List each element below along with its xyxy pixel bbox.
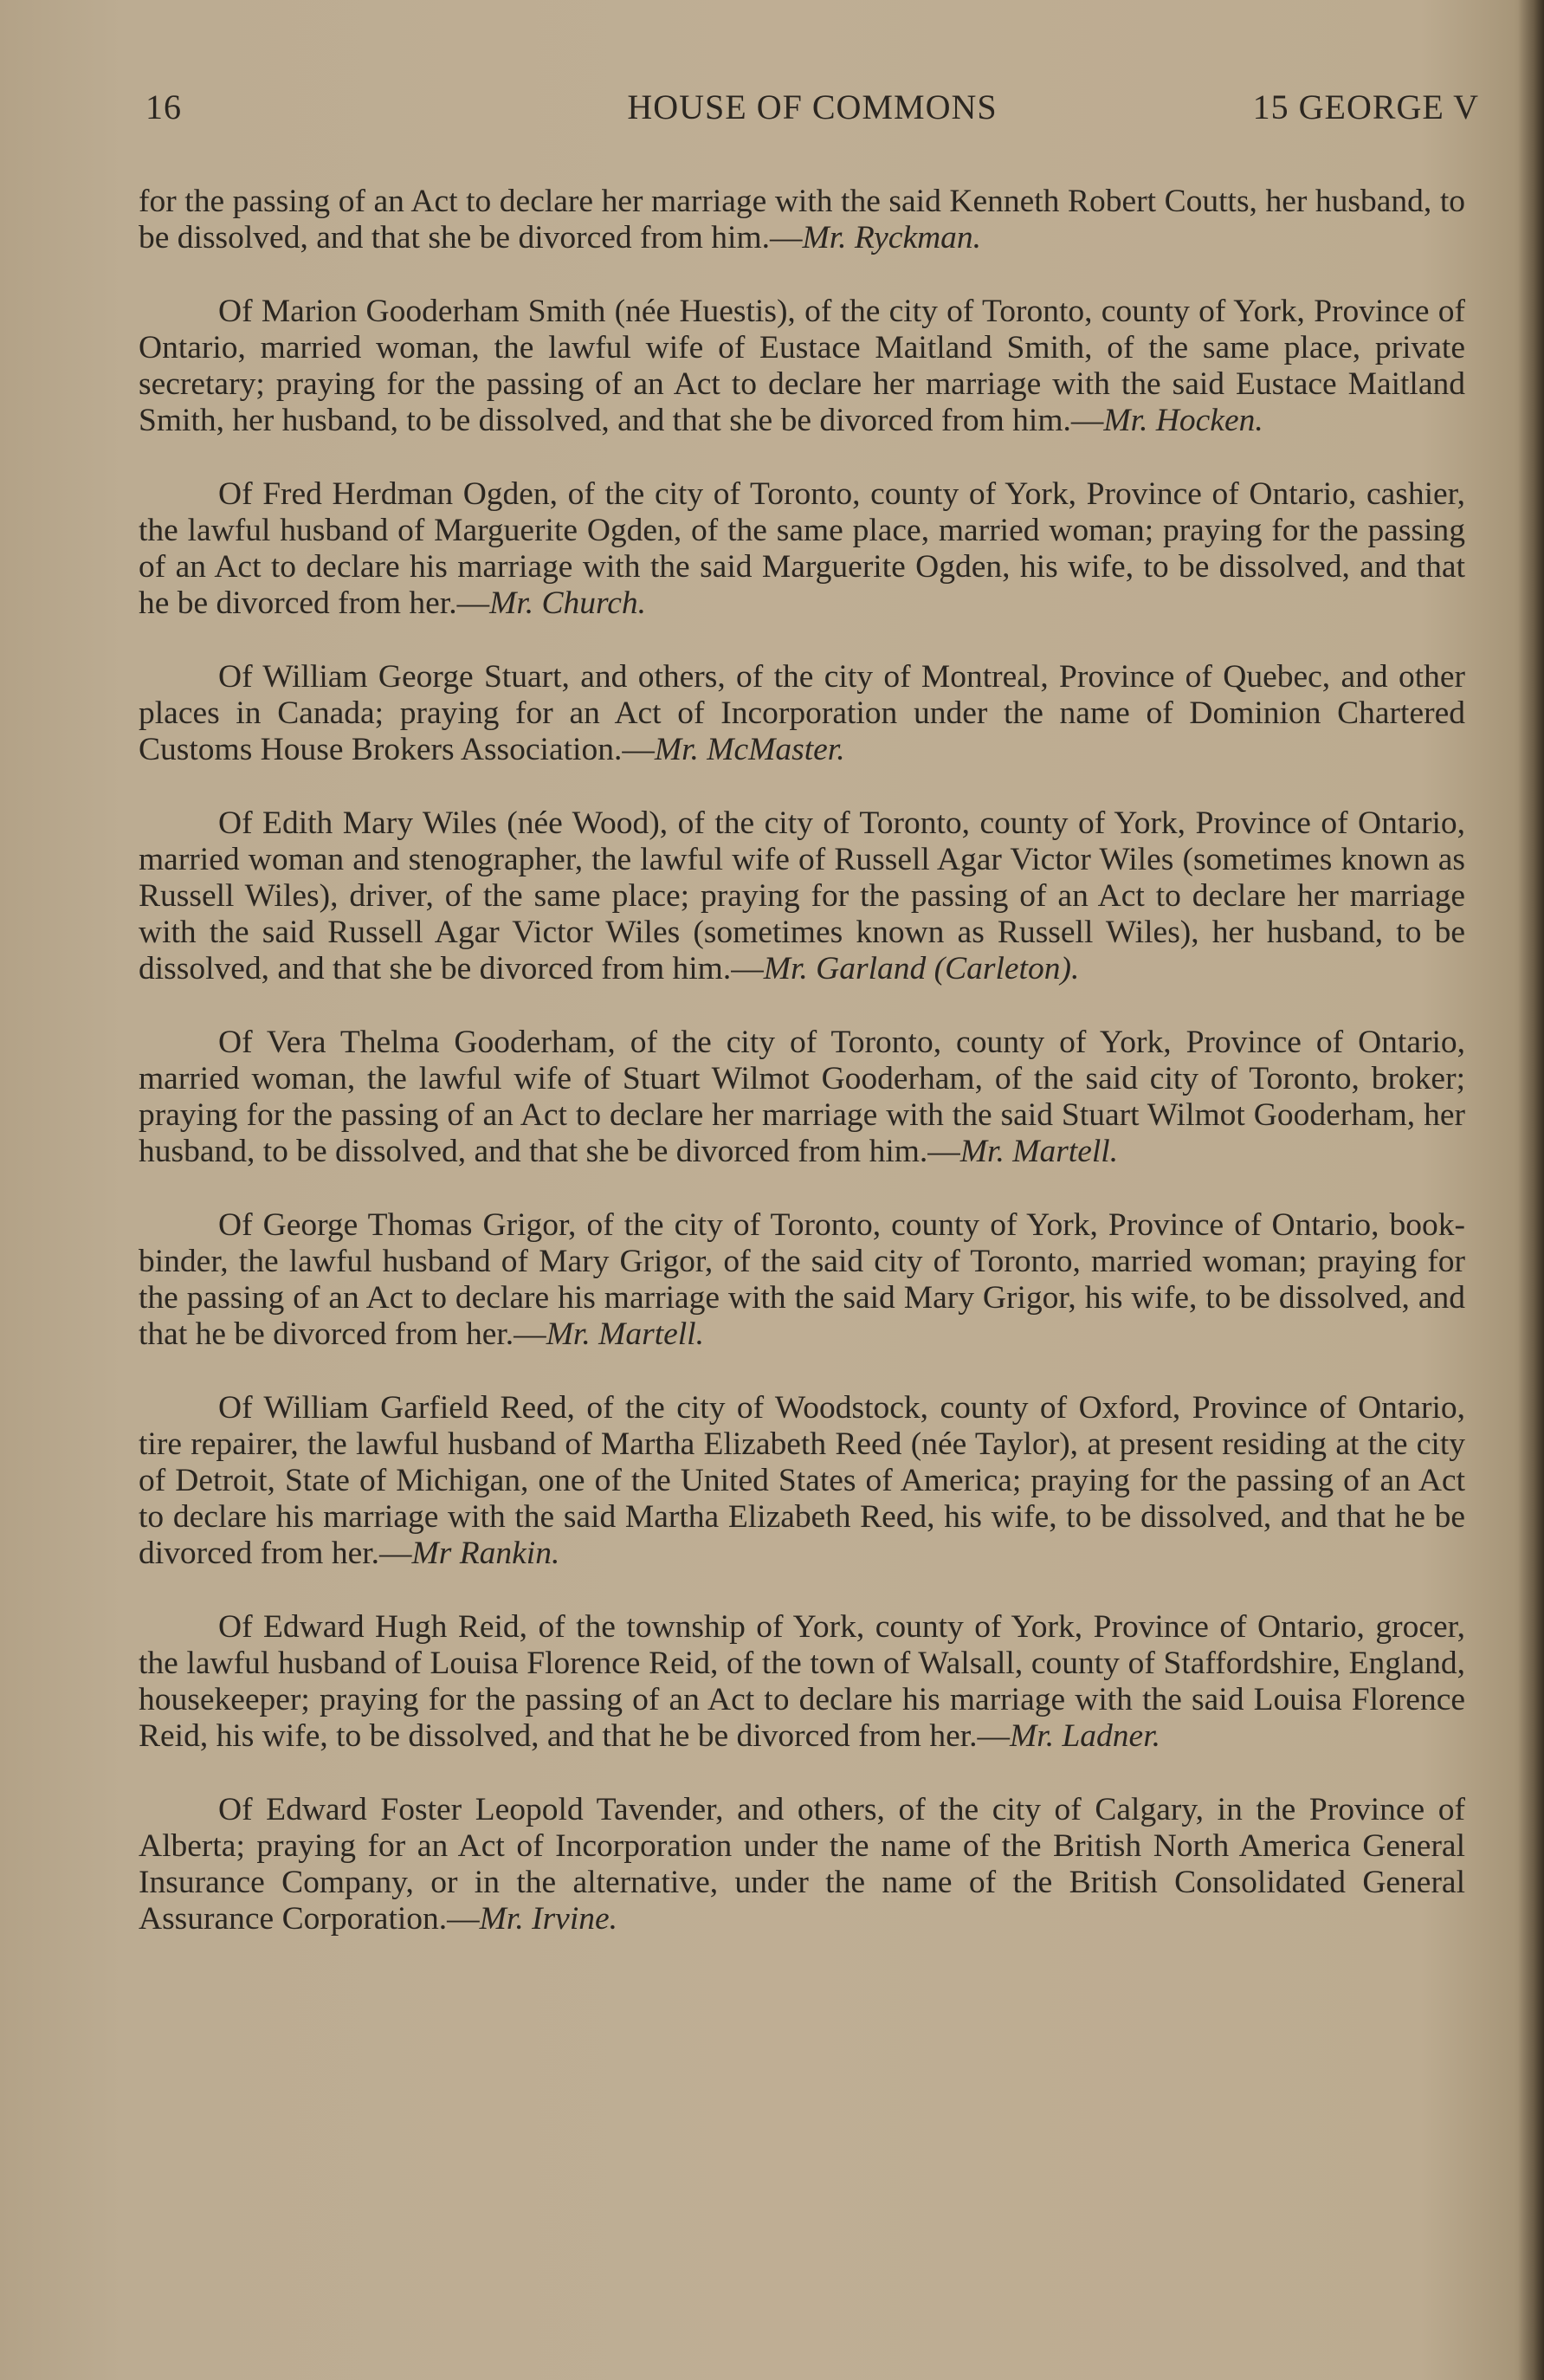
petition-text: Of William Garfield Reed, of the city of Woodstock, county of Oxford, Province of Ontario, tire repairer, the lawful husband of Martha Elizabeth Reed (née Taylor), at present residing at the city of Detroit, State of Michigan, one of the United States of America; praying for the passing of an Act to declare his marriage with the said Martha Elizabeth Reed, his wife, to be dissolved, and that he be divorced from her.—: [139, 1390, 1465, 1571]
book-spine-shadow: [1518, 0, 1544, 2380]
petition-text: Of Fred Herdman Ogden, of the city of Toronto, county of York, Province of Ontario, cashier, the lawful husband of Marguerite Ogden, of the same place, married woman; praying for the passing of an Act to declare his marriage with the said Marguerite Ogden, his wife, to be dissolved, and that he be divorced from her.—: [139, 476, 1465, 621]
petition-text: Of Edith Mary Wiles (née Wood), of the city of Toronto, county of York, Province of Ontario, married woman and stenographer, the lawful wife of Russell Agar Victor Wiles (sometimes known as Russell Wiles), driver, of the same place; praying for the passing of an Act to declare her marriage with the said Russell Agar Victor Wiles (sometimes known as Russell Wiles), her husband, to be dissolved, and that she be divorced from him.—: [139, 805, 1465, 986]
petition-paragraph: [139, 805, 1465, 987]
petition-text: for the passing of an Act to declare her marriage with the said Kenneth Robert Coutts, her husband, to be dissolved, and that she be divorced from him.—: [139, 184, 1465, 255]
petition-member: Mr. McMaster.: [654, 732, 845, 767]
petition-text: Of George Thomas Grigor, of the city of Toronto, county of York, Province of Ontario, book-binder, the lawful husband of Mary Grigor, of the said city of Toronto, married woman; praying for the passing of an Act to declare his marriage with the said Mary Grigor, his wife, to be dissolved, and that he be divorced from her.—: [139, 1207, 1465, 1352]
petition-member: Mr Rankin.: [411, 1536, 560, 1571]
petition-paragraph: [139, 659, 1465, 768]
petition-text: Of William George Stuart, and others, of the city of Montreal, Province of Quebec, and other places in Canada; praying for an Act of Incorporation under the name of Dominion Chartered Customs House Brokers Association.—: [139, 659, 1465, 767]
petition-paragraph: [139, 1609, 1465, 1755]
header-reign: 15 GEORGE V: [1252, 87, 1479, 126]
petition-paragraph: [139, 294, 1465, 439]
petition-member: Mr. Martell.: [546, 1316, 704, 1352]
petition-paragraph: [139, 184, 1465, 256]
petition-member: Mr. Hocken.: [1103, 403, 1263, 438]
page-body: [139, 184, 1465, 1975]
petition-text: Of Edward Hugh Reid, of the township of York, county of York, Province of Ontario, grocer, the lawful husband of Louisa Florence Reid, of the town of Walsall, county of Staffordshire, England, housekeeper; praying for the passing of an Act to declare his marriage with the said Louisa Florence Reid, his wife, to be dissolved, and that he be divorced from her.—: [139, 1609, 1465, 1754]
petition-text: Of Edward Foster Leopold Tavender, and others, of the city of Calgary, in the Province of Alberta; praying for an Act of Incorporation under the name of the British North America General Insurance Company, or in the alternative, under the name of the British Consolidated General Assurance Corporation.—: [139, 1792, 1465, 1937]
petition-paragraph: [139, 1025, 1465, 1170]
header-title: HOUSE OF COMMONS: [627, 87, 998, 126]
petition-text: Of Vera Thelma Gooderham, of the city of Toronto, county of York, Province of Ontario, married woman, the lawful wife of Stuart Wilmot Gooderham, of the said city of Toronto, broker; praying for the passing of an Act to declare her marriage with the said Stuart Wilmot Gooderham, her husband, to be dissolved, and that she be divorced from him.—: [139, 1025, 1465, 1169]
page-number: 16: [145, 87, 182, 126]
petition-member: Mr. Martell.: [959, 1134, 1119, 1169]
petition-paragraph: [139, 1207, 1465, 1353]
petition-member: Mr. Ladner.: [1010, 1718, 1161, 1754]
petition-member: Mr. Irvine.: [479, 1901, 618, 1937]
petition-member: Mr. Garland (Carleton).: [763, 951, 1080, 986]
petition-member: Mr. Church.: [489, 585, 646, 621]
petition-paragraph: [139, 1390, 1465, 1572]
petition-member: Mr. Ryckman.: [802, 220, 982, 255]
petition-text: Of Marion Gooderham Smith (née Huestis), of the city of Toronto, county of York, Province of Ontario, married woman, the lawful wife of Eustace Maitland Smith, of the same place, private secretary; praying for the passing of an Act to declare her marriage with the said Eustace Maitland Smith, her husband, to be dissolved, and that she be divorced from him.—: [139, 294, 1465, 438]
page-header: [145, 87, 1479, 139]
petition-paragraph: [139, 476, 1465, 622]
petition-paragraph: [139, 1792, 1465, 1937]
